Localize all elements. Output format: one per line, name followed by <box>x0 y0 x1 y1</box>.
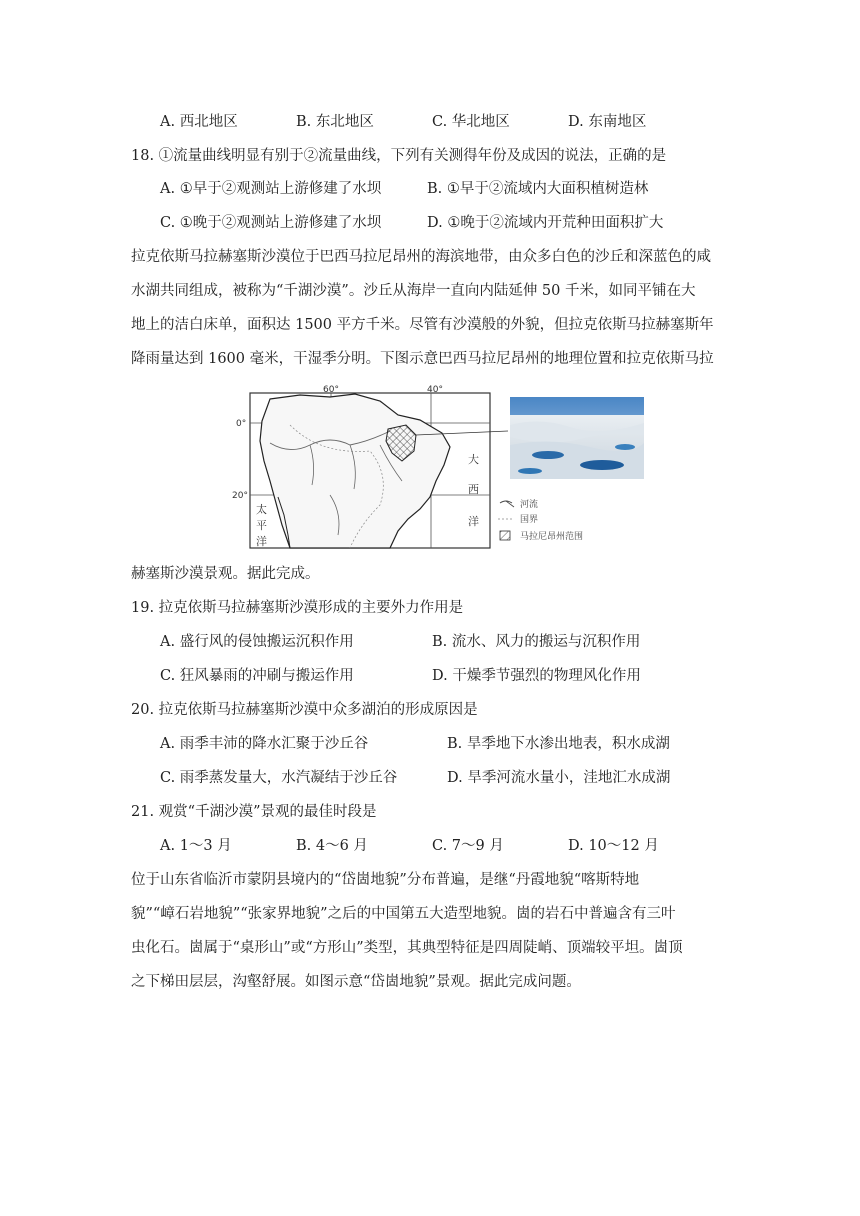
q20-option-c: C. 雨季蒸发量大，水汽凝结于沙丘谷 <box>160 770 398 786</box>
q19-option-d: D. 干燥季节强烈的物理风化作用 <box>432 668 641 684</box>
q17-option-d: D. 东南地区 <box>568 114 647 130</box>
atlantic-label-2: 西 <box>468 483 479 496</box>
passage1-line-2: 水湖共同组成，被称为“千湖沙漠”。沙丘从海岸一直向内陆延伸 50 千米，如同平铺在大 <box>131 283 696 299</box>
pacific-label-1: 太 <box>256 503 267 516</box>
brazil-maranhao-figure <box>230 385 650 555</box>
dune-photo <box>510 397 644 479</box>
passage2-line-2: 貌”“嶂石岩地貌”“张家界地貌”之后的中国第五大造型地貌。崮的岩石中普遍含有三叶 <box>131 906 676 922</box>
lon-label-60: 60° <box>323 385 339 395</box>
pacific-label-2: 平 <box>256 519 267 532</box>
q21-option-a: A. 1～3 月 <box>160 838 232 854</box>
q21-stem: 21. 观赏“千湖沙漠”景观的最佳时段是 <box>131 804 377 820</box>
passage1-line-1: 拉克依斯马拉赫塞斯沙漠位于巴西马拉尼昂州的海滨地带，由众多白色的沙丘和深蓝色的咸 <box>131 249 711 265</box>
q21-option-d: D. 10～12 月 <box>568 838 659 854</box>
q19-option-b: B. 流水、风力的搬运与沉积作用 <box>432 634 641 650</box>
q18-option-a: A. ①早于②观测站上游修建了水坝 <box>160 181 382 197</box>
legend-border: 国界 <box>520 515 539 525</box>
lat-label-0: 0° <box>236 419 247 429</box>
q21-option-b: B. 4～6 月 <box>296 838 368 854</box>
q18-stem: 18. ①流量曲线明显有别于②流量曲线，下列有关测得年份及成因的说法，正确的是 <box>131 148 667 164</box>
q19-stem: 19. 拉克依斯马拉赫塞斯沙漠形成的主要外力作用是 <box>131 600 464 616</box>
legend <box>498 498 583 542</box>
legend-river: 河流 <box>520 500 539 510</box>
lat-label-20: 20° <box>232 491 248 501</box>
map-figure-svg <box>230 385 650 555</box>
q18-option-b: B. ①早于②流域内大面积植树造林 <box>427 181 649 197</box>
q21-option-c: C. 7～9 月 <box>432 838 504 854</box>
q17-option-b: B. 东北地区 <box>296 114 374 130</box>
passage1-line-3: 地上的洁白床单，面积达 1500 平方千米。尽管有沙漠般的外貌，但拉克依斯马拉赫塞斯年 <box>131 317 714 333</box>
q19-option-c: C. 狂风暴雨的冲刷与搬运作用 <box>160 668 354 684</box>
q18-option-c: C. ①晚于②观测站上游修建了水坝 <box>160 215 382 231</box>
q19-option-a: A. 盛行风的侵蚀搬运沉积作用 <box>160 634 354 650</box>
q20-option-b: B. 旱季地下水渗出地表，积水成湖 <box>447 736 670 752</box>
q17-option-c: C. 华北地区 <box>432 114 510 130</box>
q18-option-d: D. ①晚于②流域内开荒种田面积扩大 <box>427 215 664 231</box>
passage2-line-4: 之下梯田层层，沟壑舒展。如图示意“岱崮地貌”景观。据此完成问题。 <box>131 974 581 990</box>
atlantic-label-1: 大 <box>468 453 479 466</box>
q20-option-d: D. 旱季河流水量小，洼地汇水成湖 <box>447 770 671 786</box>
pacific-label-3: 洋 <box>256 535 267 548</box>
legend-maranhao-symbol <box>500 531 510 540</box>
q17-option-a: A. 西北地区 <box>160 114 238 130</box>
atlantic-label-3: 洋 <box>468 515 479 528</box>
passage2-line-3: 虫化石。崮属于“桌形山”或“方形山”类型，其典型特征是四周陡峭、顶端较平坦。崮顶 <box>131 940 683 956</box>
passage2-line-1: 位于山东省临沂市蒙阴县境内的“岱崮地貌”分布普遍，是继“丹霞地貌“喀斯特地 <box>131 872 640 888</box>
legend-maranhao: 马拉尼昂州范围 <box>520 532 584 542</box>
passage1-line-4: 降雨量达到 1600 毫米，干湿季分明。下图示意巴西马拉尼昂州的地理位置和拉克依斯马拉 <box>131 351 714 367</box>
q20-option-a: A. 雨季丰沛的降水汇聚于沙丘谷 <box>160 736 369 752</box>
q20-stem: 20. 拉克依斯马拉赫塞斯沙漠中众多湖泊的形成原因是 <box>131 702 478 718</box>
lon-label-40: 40° <box>427 385 443 395</box>
passage1-after-figure: 赫塞斯沙漠景观。据此完成。 <box>131 566 320 582</box>
